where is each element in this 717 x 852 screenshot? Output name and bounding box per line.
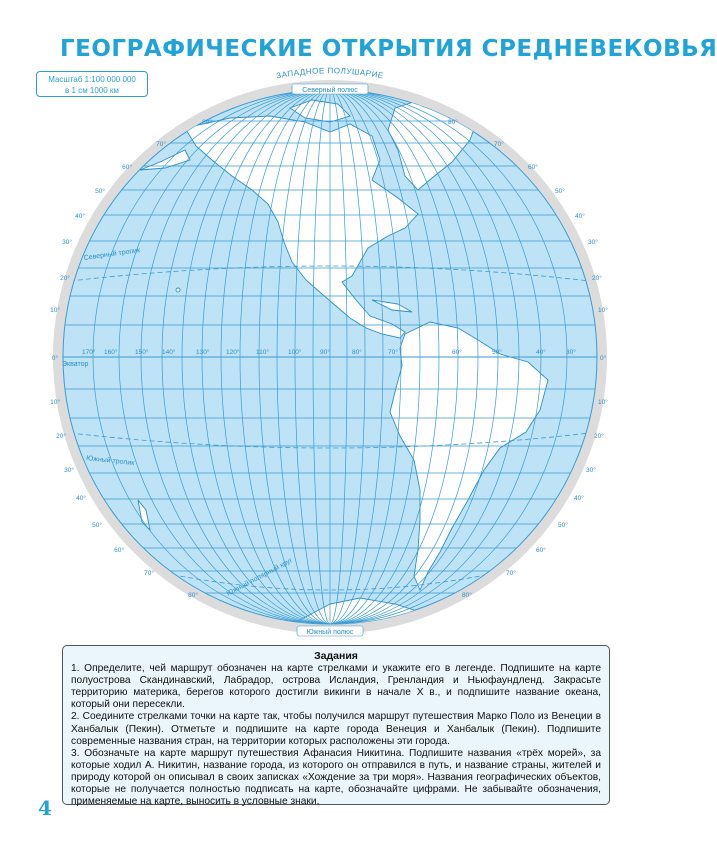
- latitude-label: 70°: [506, 570, 516, 577]
- longitude-label: 90°: [320, 349, 330, 356]
- latitude-label: 30°: [62, 239, 72, 246]
- longitude-label: 110°: [256, 349, 269, 356]
- scale-box: [36, 71, 148, 97]
- task-item: 3. Обозначьте на карте маршрут путешествия Афанасия Никитина. Подпишите названия «трёх морей», за которые ходил А. Никитин, название города, из которого он отправился в путь, и название страны, жителей и природу которой он описывал в своих записках «Хождение за три моря». Названия географических объектов, которые не получается полностью подписать на карте, обозначайте цифрами. Не забывайте обозначения, применяемые на карте, выносить в условные знаки.: [71, 747, 601, 808]
- longitude-label: 150°: [135, 349, 149, 356]
- longitude-label: 70°: [388, 349, 398, 356]
- latitude-label: 80°: [188, 592, 198, 599]
- latitude-label: 50°: [558, 522, 568, 529]
- latitude-label: 30°: [588, 239, 598, 246]
- latitude-label: 50°: [95, 188, 105, 195]
- latitude-label: 50°: [555, 188, 565, 195]
- longitude-label: 120°: [226, 349, 240, 356]
- task-item: 2. Соедините стрелками точки на карте так, чтобы получился маршрут путешествия Марко Поло из Венеции в Ханбалык (Пекин). Отметьте и подпишите на карте города Венеция и Ханбалык (Пекин). Подпишите современные названия стран, на территории которых расположены эти города.: [71, 711, 601, 747]
- latitude-label: 70°: [144, 570, 154, 577]
- longitude-label: 30°: [566, 349, 576, 356]
- latitude-label: 80°: [462, 592, 472, 599]
- antarctic-circle-label: Южный полярный круг: [225, 557, 294, 598]
- longitude-label: 50°: [492, 349, 502, 356]
- latitude-label: 20°: [592, 275, 602, 282]
- latitude-label: 60°: [114, 547, 124, 554]
- latitude-label: 20°: [594, 433, 604, 440]
- scale-ratio: Масштаб 1:100 000 000: [48, 75, 136, 84]
- latitude-label: 70°: [494, 141, 504, 148]
- latitude-label: 30°: [586, 467, 596, 474]
- equator-label: Экватор: [62, 361, 89, 368]
- hawaii-shape: [176, 288, 180, 292]
- latitude-label: 40°: [76, 495, 86, 502]
- task-item: 1. Определите, чей маршрут обозначен на карте стрелками и укажите его в легенде. Подпишите на карте полуострова Скандинавский, Лабрадор, острова Исландия, Гренландия и Ньюфаундленд. Закрасьте территорию материка, берегов которого достигли викинги в начале X в., и подпишите название океана, который они пересекли.: [71, 663, 601, 711]
- longitude-label: 140°: [162, 349, 176, 356]
- latitude-label: 40°: [575, 213, 585, 220]
- longitude-label: 60°: [452, 349, 462, 356]
- south-pole-label: Южный полюс: [306, 629, 354, 636]
- latitude-label: 80°: [202, 119, 212, 126]
- latitude-label: 60°: [122, 164, 132, 171]
- latitude-label: 20°: [60, 275, 70, 282]
- tasks-box: [62, 645, 610, 808]
- latitude-label: 10°: [50, 399, 60, 406]
- latitude-label: 40°: [574, 495, 584, 502]
- scale-per-cm: в 1 см 1000 км: [65, 86, 119, 95]
- longitude-label: 170°: [82, 349, 96, 356]
- hemisphere-label: ЗАПАДНОЕ ПОЛУШАРИЕ: [275, 66, 385, 81]
- latitude-label: 0°: [600, 355, 607, 362]
- latitude-label: 50°: [92, 522, 102, 529]
- latitude-label: 20°: [56, 433, 66, 440]
- latitude-label: 70°: [156, 141, 166, 148]
- latitude-label: 80°: [448, 119, 458, 126]
- latitude-label: 10°: [598, 307, 608, 314]
- longitude-label: 80°: [352, 349, 362, 356]
- tropic-south-label: Южный тропик: [85, 455, 135, 468]
- latitude-label: 30°: [64, 467, 74, 474]
- north-pole-label: Северный полюс: [302, 87, 358, 94]
- latitude-label: 0°: [51, 355, 58, 362]
- longitude-label: 40°: [536, 349, 546, 356]
- longitude-label: 100°: [288, 349, 302, 356]
- page-title: ГЕОГРАФИЧЕСКИЕ ОТКРЫТИЯ СРЕДНЕВЕКОВЬЯ: [60, 36, 717, 62]
- longitude-label: 160°: [104, 349, 118, 356]
- page-number: 4: [38, 796, 52, 820]
- latitude-label: 10°: [598, 399, 608, 406]
- longitude-label: 130°: [196, 349, 210, 356]
- latitude-label: 60°: [536, 547, 546, 554]
- latitude-label: 40°: [75, 213, 85, 220]
- tasks-title: Задания: [314, 650, 358, 662]
- tropic-north-label: Северный тропик: [83, 247, 141, 262]
- latitude-label: 10°: [50, 307, 60, 314]
- latitude-label: 60°: [528, 164, 538, 171]
